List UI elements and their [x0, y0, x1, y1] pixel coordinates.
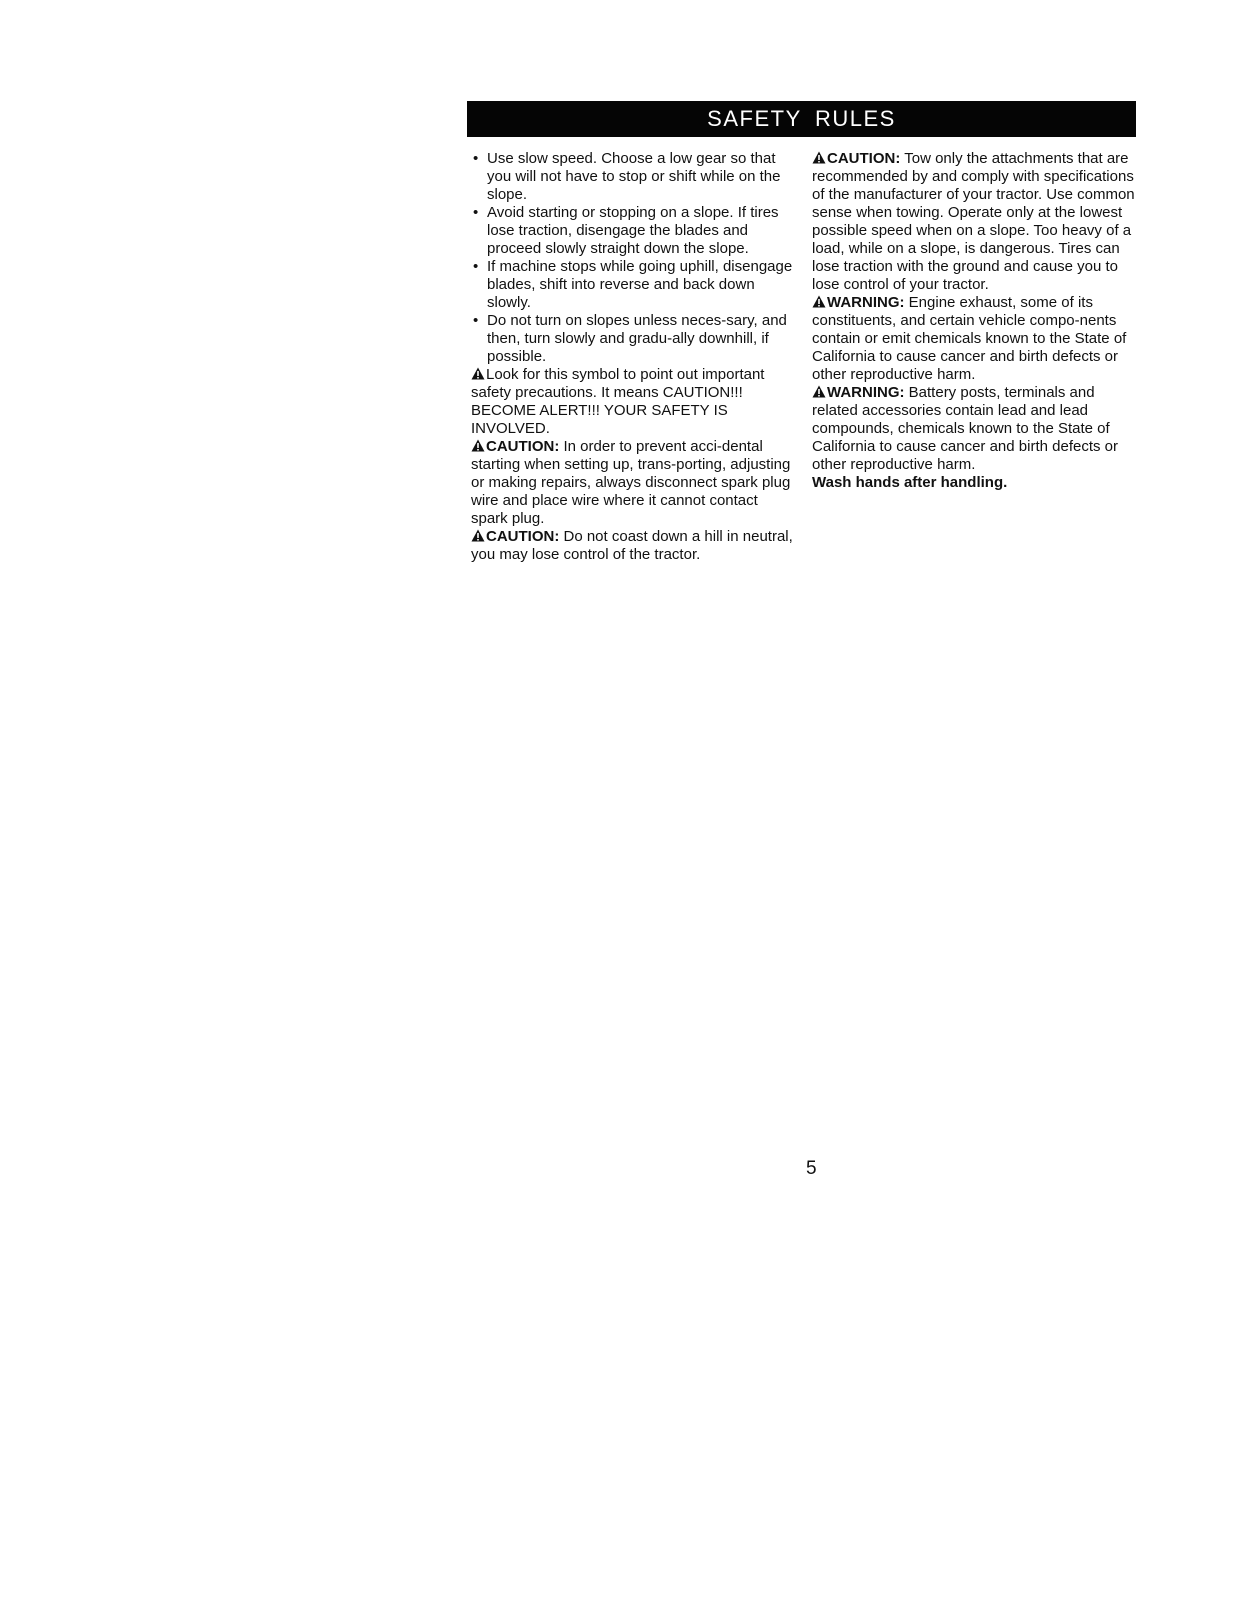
caution-label: CAUTION: [827, 150, 901, 167]
list-item-text: If machine stops while going uphill, disengage blades, shift into reverse and back down slowly. [487, 258, 793, 311]
section-title: SAFETY RULES [707, 106, 896, 131]
wash-hands-note: Wash hands after handling. [812, 474, 1008, 491]
list-item [471, 204, 797, 258]
caution-label: CAUTION: [486, 528, 560, 545]
list-item-text: Use slow speed. Choose a low gear so that you will not have to stop or shift while on the slope. [487, 150, 781, 203]
caution-towing [812, 150, 1138, 294]
warning-label: WARNING: [827, 384, 905, 401]
warning-triangle-icon [812, 385, 826, 398]
bullet-icon: • [473, 258, 479, 275]
symbol-note [471, 366, 797, 438]
bullet-icon: • [473, 150, 479, 167]
list-item-text: Do not turn on slopes unless neces-sary, and then, turn slowly and gradu-ally downhill, if possible. [487, 312, 787, 365]
list-item [471, 312, 797, 366]
symbol-note-text: Look for this symbol to point out important safety precautions. It means CAUTION!!! BECOME ALERT!!! YOUR SAFETY IS INVOLVED. [471, 366, 765, 437]
section-header [467, 101, 1136, 137]
caution-coast-hill [471, 528, 797, 564]
list-item [471, 258, 797, 312]
warning-triangle-icon [471, 367, 485, 380]
warning-label: WARNING: [827, 294, 905, 311]
warning-text: Battery posts, terminals and related accessories contain lead and lead compounds, chemicals known to the State of California to cause cancer and birth defects or other reproductive harm. [812, 384, 1118, 473]
warning-text: Engine exhaust, some of its constituents, and certain vehicle compo-nents contain or emit chemicals known to the State of California to cause cancer and birth defects or other reproductive harm. [812, 294, 1127, 383]
warning-triangle-icon [471, 529, 485, 542]
slope-bullet-list [471, 150, 797, 366]
left-column [471, 150, 797, 564]
warning-battery [812, 384, 1138, 492]
caution-text: In order to prevent acci-dental starting when setting up, trans-porting, adjusting or making repairs, always disconnect spark plug wire and place wire where it cannot contact spark plug. [471, 438, 791, 527]
warning-triangle-icon [812, 295, 826, 308]
right-column [812, 150, 1138, 492]
list-item [471, 150, 797, 204]
caution-start-prevention [471, 438, 797, 528]
warning-triangle-icon [812, 151, 826, 164]
caution-text: Tow only the attachments that are recommended by and comply with specifications of the manufacturer of your tractor. Use common sense when towing. Operate only at the lowest possible speed when on a slope. Too heavy of a load, while on a slope, is dangerous. Tires can lose traction with the ground and cause you to lose control of your tractor. [812, 150, 1135, 293]
caution-label: CAUTION: [486, 438, 560, 455]
warning-engine-exhaust [812, 294, 1138, 384]
caution-text: Do not coast down a hill in neutral, you may lose control of the tractor. [471, 528, 793, 563]
list-item-text: Avoid starting or stopping on a slope. If tires lose traction, disengage the blades and proceed slowly straight down the slope. [487, 204, 779, 257]
warning-triangle-icon [471, 439, 485, 452]
bullet-icon: • [473, 204, 479, 221]
bullet-icon: • [473, 312, 479, 329]
page-number: 5 [806, 1158, 817, 1179]
